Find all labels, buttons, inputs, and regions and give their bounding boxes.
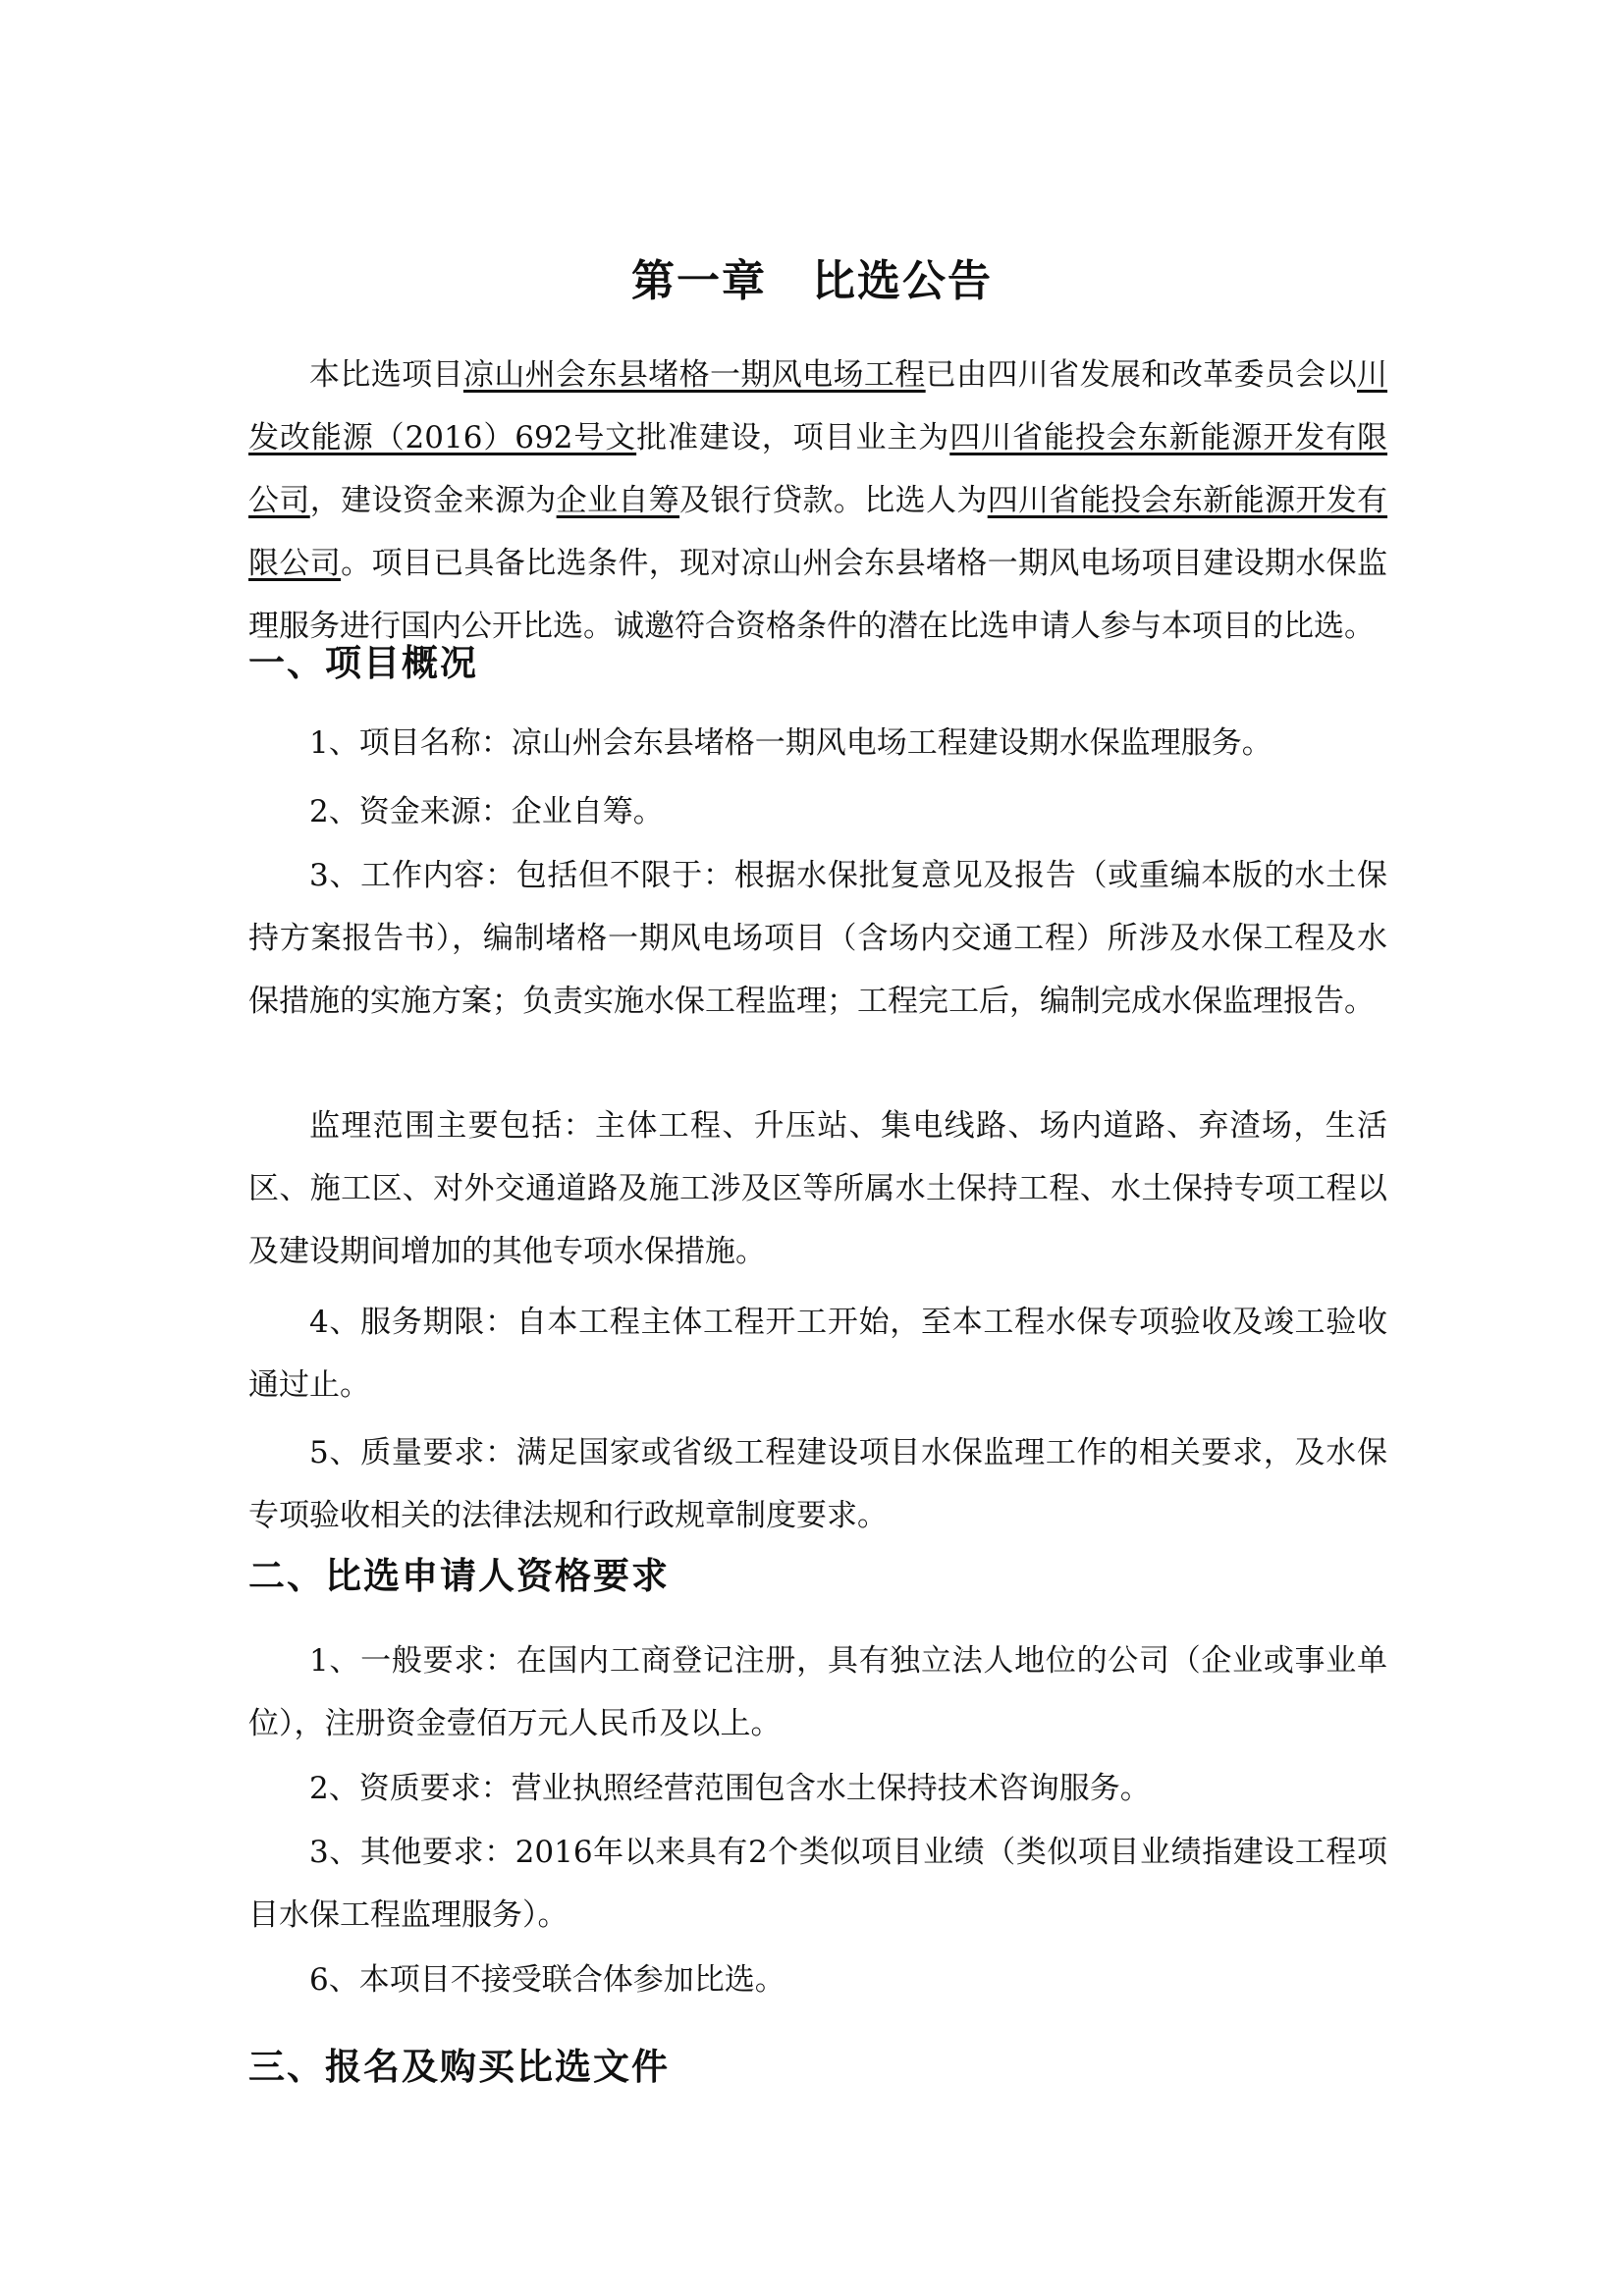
- intro-approval-doc: 川发改能源（2016）692号文: [248, 357, 1388, 455]
- intro-paragraph: [248, 344, 1387, 658]
- intro-project-name: 凉山州会东县堵格一期风电场工程: [462, 357, 926, 393]
- overview-item-funding: 2、资金来源：企业自筹。: [309, 794, 664, 829]
- intro-text-5: 及银行贷款。比选人为: [679, 483, 988, 518]
- overview-item-name: 1、项目名称：凉山州会东县堵格一期风电场工程建设期水保监理服务。: [309, 725, 1272, 761]
- section-heading-registration: 三、报名及购买比选文件: [248, 2046, 670, 2088]
- overview-item-scope: 3、工作内容：包括但不限于：根据水保批复意见及报告（或重编本版的水土保持方案报告书），编制堵格一期风电场项目（含场内交通工程）所涉及水保工程及水保措施的实施方案；负责实施水保工程监理；工程完工后，编制完成水保监理报告。: [248, 858, 1387, 1019]
- intro-text-2: 已由四川省发展和改革委员会以: [925, 357, 1358, 393]
- section-heading-overview: 一、项目概况: [248, 642, 478, 684]
- intro-selector: 四川省能投会东新能源开发有限公司: [248, 483, 1388, 581]
- intro-text-4: ，建设资金来源为: [309, 483, 557, 518]
- intro-text-1: 本比选项目: [309, 357, 463, 393]
- intro-text-3: 批准建设，项目业主为: [636, 420, 950, 455]
- overview-item-quality: 5、质量要求：满足国家或省级工程建设项目水保监理工作的相关要求，及水保专项验收相关的法律法规和行政规章制度要求。: [248, 1435, 1387, 1533]
- qualification-item-license: 2、资质要求：营业执照经营范围包含水土保持技术咨询服务。: [309, 1771, 1151, 1806]
- qualification-item-no-consortium: 6、本项目不接受联合体参加比选。: [309, 1962, 785, 1998]
- qualification-item-general: 1、一般要求：在国内工商登记注册，具有独立法人地位的公司（企业或事业单位），注册资金壹佰万元人民币及以上。: [248, 1643, 1387, 1741]
- overview-item-supervision-range: 监理范围主要包括：主体工程、升压站、集电线路、场内道路、弃渣场，生活区、施工区、对外交通道路及施工涉及区等所属水土保持工程、水土保持专项工程以及建设期间增加的其他专项水保措施。: [248, 1108, 1387, 1269]
- qualification-item-other: 3、其他要求：2016年以来具有2个类似项目业绩（类似项目业绩指建设工程项目水保工程监理服务）。: [248, 1835, 1387, 1933]
- overview-item-service-period: 4、服务期限：自本工程主体工程开工开始，至本工程水保专项验收及竣工验收通过止。: [248, 1305, 1387, 1403]
- intro-funding: 企业自筹: [556, 483, 680, 518]
- intro-text-6: 。项目已具备比选条件，现对凉山州会东县堵格一期风电场项目建设期水保监理服务进行国内公开比选。诚邀符合资格条件的潜在比选申请人参与本项目的比选。: [248, 546, 1388, 644]
- intro-owner: 四川省能投会东新能源开发有限公司: [248, 420, 1388, 518]
- section-heading-qualification: 二、比选申请人资格要求: [248, 1555, 670, 1597]
- chapter-title: 第一章 比选公告: [631, 256, 993, 306]
